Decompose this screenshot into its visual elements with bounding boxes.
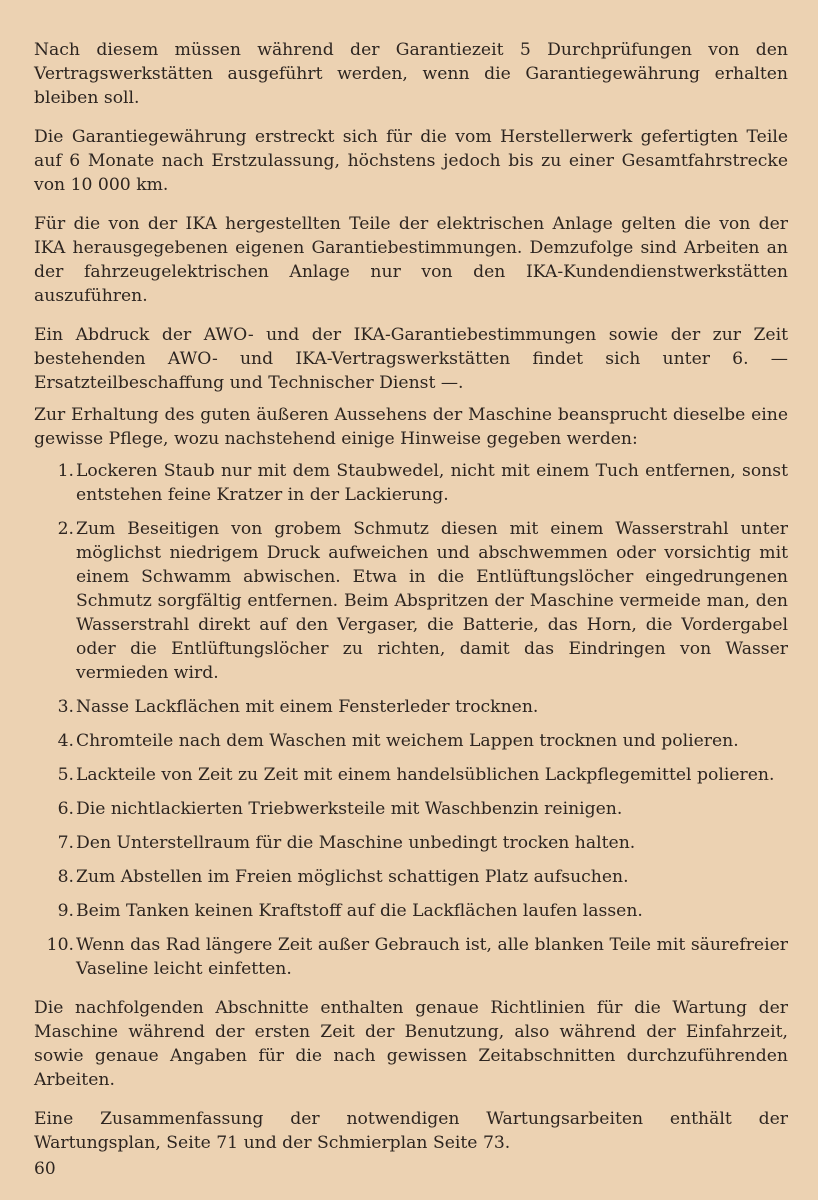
list-item-number: 10.	[46, 935, 74, 955]
list-item-number: 1.	[57, 461, 74, 481]
list-item-text: Lockeren Staub nur mit dem Staubwedel, nicht mit einem Tuch entfernen, sonst entstehen feine Kratzer in der Lackierung.	[76, 461, 788, 505]
list-item-text: Beim Tanken keinen Kraftstoff auf die Lackflächen laufen lassen.	[76, 901, 643, 921]
list-item-text: Zum Abstellen im Freien möglichst schattigen Platz aufsuchen.	[76, 867, 629, 887]
list-item-text: Die nichtlackierten Triebwerksteile mit Waschbenzin reinigen.	[76, 799, 623, 819]
list-item-number: 7.	[57, 833, 74, 853]
list-item-number: 6.	[57, 799, 74, 819]
list-item	[34, 797, 788, 821]
list-item-text: Lackteile von Zeit zu Zeit mit einem handelsüblichen Lackpflegemittel polieren.	[76, 765, 775, 785]
list-item	[34, 865, 788, 889]
list-item-number: 5.	[57, 765, 74, 785]
care-steps-list	[34, 459, 788, 981]
list-item-number: 9.	[57, 901, 74, 921]
list-item	[34, 459, 788, 507]
list-item	[34, 831, 788, 855]
paragraph-maintenance-plan: Eine Zusammenfassung der notwendigen Wartungsarbeiten enthält der Wartungsplan, Seite 71 und der Schmierplan Seite 73.	[34, 1109, 788, 1153]
page-body	[34, 38, 788, 1170]
list-item-text: Zum Beseitigen von grobem Schmutz diesen mit einem Wasserstrahl unter möglichst niedrigem Druck aufweichen und abschwemmen oder vorsichtig mit einem Schwamm abwischen. Etwa in die Entlüftungslöcher eingedrungenen Schmutz sorgfältig entfernen. Beim Abspritzen der Maschine vermeide man, den Wasserstrahl direkt auf den Vergaser, die Batterie, das Horn, die Vordergabel oder die Entlüftungslöcher zu richten, damit das Eindringen von Wasser vermieden wird.	[76, 519, 788, 683]
list-item-number: 3.	[57, 697, 74, 717]
list-item	[34, 729, 788, 753]
list-item	[34, 933, 788, 981]
list-item-text: Den Unterstellraum für die Maschine unbedingt trocken halten.	[76, 833, 636, 853]
list-item	[34, 899, 788, 923]
paragraph-ika-electrical: Für die von der IKA hergestellten Teile der elektrischen Anlage gelten die von der IKA herausgegebenen eigenen Garantiebestimmungen. Demzufolge sind Arbeiten an der fahrzeugelektrischen Anlage nur von den IKA-Kundendienstwerkstätten auszuführen.	[34, 214, 788, 306]
list-item-number: 2.	[57, 519, 74, 539]
list-item	[34, 517, 788, 685]
paragraph-inspections: Nach diesem müssen während der Garantiezeit 5 Durchprüfungen von den Vertragswerkstätten ausgeführt werden, wenn die Garantiegewährung erhalten bleiben soll.	[34, 40, 788, 108]
paragraph-following-sections: Die nachfolgenden Abschnitte enthalten genaue Richtlinien für die Wartung der Maschine während der ersten Zeit der Benutzung, also während der Einfahrzeit, sowie genaue Angaben für die nach gewissen Zeitabschnitten durchzuführenden Arbeiten.	[34, 998, 788, 1090]
list-item	[34, 695, 788, 719]
paragraph-care-intro: Zur Erhaltung des guten äußeren Aussehens der Maschine beansprucht dieselbe eine gewisse Pflege, wozu nachstehend einige Hinweise gegeben werden:	[34, 405, 788, 449]
paragraph-warranty-period: Die Garantiegewährung erstreckt sich für die vom Herstellerwerk gefertigten Teile auf 6 Monate nach Erstzulassung, höchstens jedoch bis zu einer Gesamtfahrstrecke von 10 000 km.	[34, 127, 788, 195]
list-item-text: Chromteile nach dem Waschen mit weichem Lappen trocknen und polieren.	[76, 731, 739, 751]
list-item-number: 8.	[57, 867, 74, 887]
list-item-number: 4.	[57, 731, 74, 751]
list-item	[34, 763, 788, 787]
paragraph-warranty-terms: Ein Abdruck der AWO- und der IKA-Garantiebestimmungen sowie der zur Zeit bestehenden AWO- und IKA-Vertragswerkstätten findet sich unter 6. — Ersatzteilbeschaffung und Technischer Dienst —.	[34, 325, 788, 393]
list-item-text: Wenn das Rad längere Zeit außer Gebrauch ist, alle blanken Teile mit säurefreier Vaseline leicht einfetten.	[76, 935, 788, 979]
list-item-text: Nasse Lackflächen mit einem Fensterleder trocknen.	[76, 697, 539, 717]
page-number: 60	[34, 1159, 56, 1179]
